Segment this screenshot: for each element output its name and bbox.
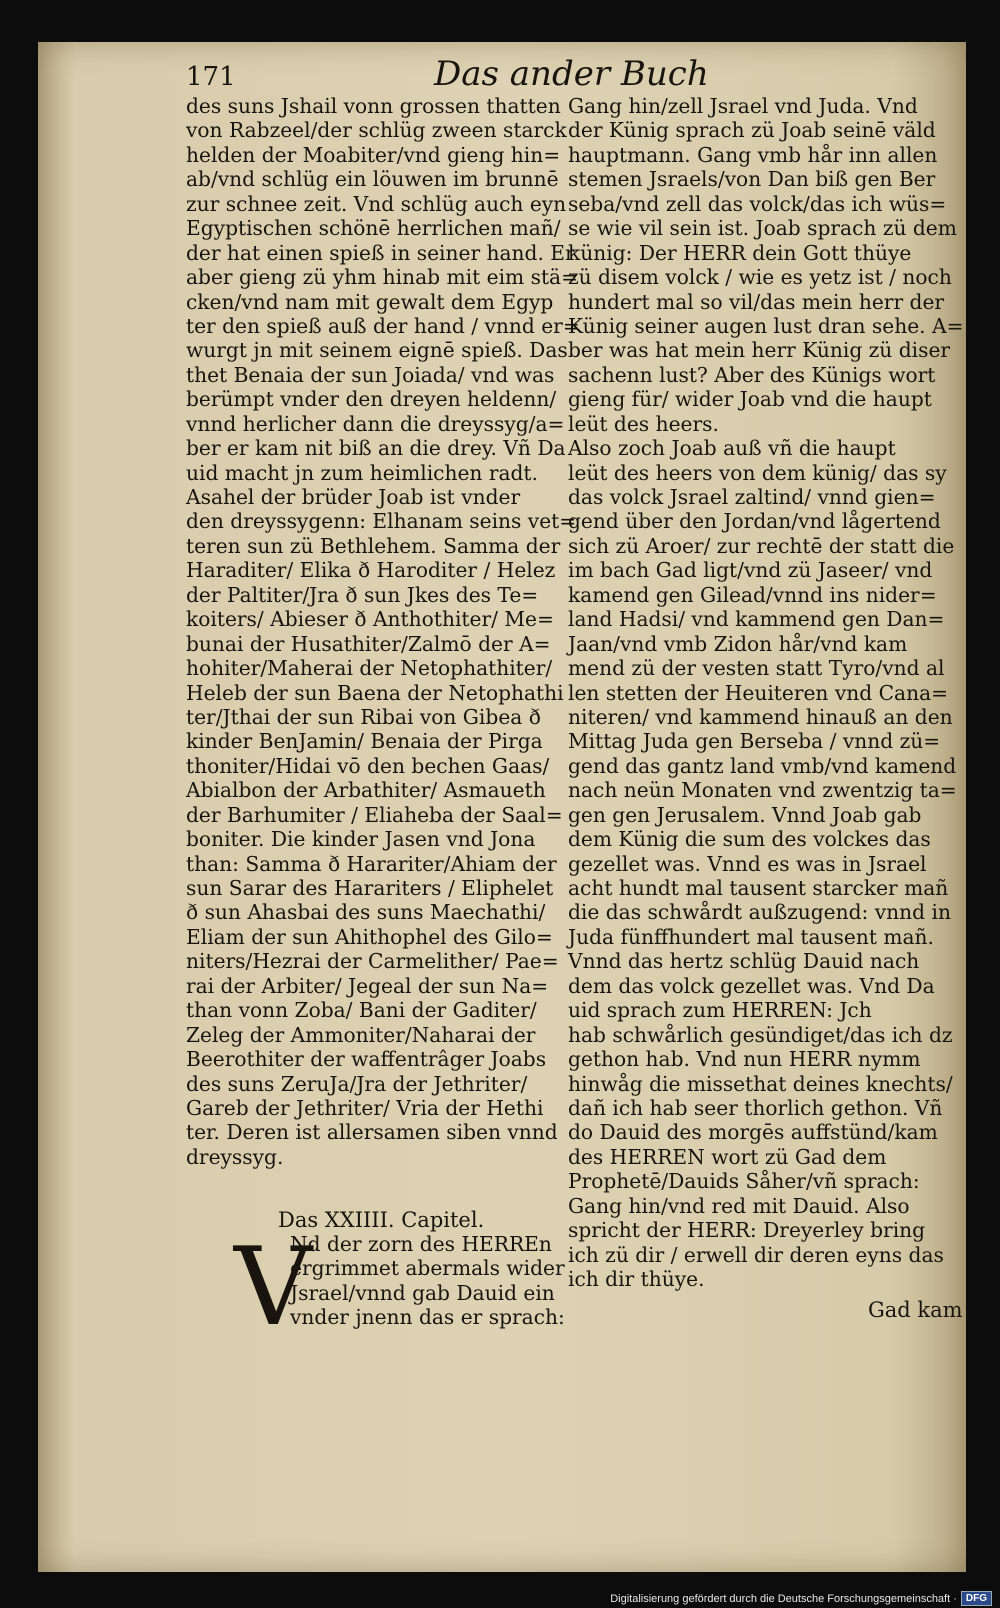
text-line: hauptmann. Gang vmb hår inn allen xyxy=(568,142,938,167)
text-line: Abialbon der Arbathiter/ Asmaueth xyxy=(186,778,546,803)
text-line: der Barhumiter / Eliaheba der Saal= xyxy=(186,802,563,827)
text-line: das volck Jsrael zaltind/ vnnd gien= xyxy=(568,485,936,509)
text-line: aber gieng zü yhm hinab mit eim stä= xyxy=(186,265,579,290)
text-line: ich dir thüye. xyxy=(568,1267,705,1291)
text-line: Nd der zorn des HERREn xyxy=(290,1232,552,1256)
text-line: ter. Deren ist allersamen siben vnnd xyxy=(186,1120,558,1145)
text-line: den dreyssygenn: Elhanam seins vet= xyxy=(186,509,577,534)
running-head-title: Das ander Buch xyxy=(434,54,709,94)
text-line: Prophetē/Dauids Såher/vñ sprach: xyxy=(568,1169,920,1194)
digitization-credit xyxy=(610,1591,992,1606)
text-line: dañ ich hab seer thorlich gethon. Vñ xyxy=(568,1095,943,1120)
text-line: sich zü Aroer/ zur rechtē der statt die xyxy=(568,533,955,558)
text-line: sun Sarar des Harariters / Eliphelet xyxy=(186,876,554,900)
text-line: hundert mal so vil/das mein herr der xyxy=(568,289,945,314)
credit-text: Digitalisierung gefördert durch die Deutsche Forschungsgemeinschaft · xyxy=(610,1592,957,1605)
text-line: gethon hab. Vnd nun HERR nymm xyxy=(568,1047,921,1072)
text-line: gend über den Jordan/vnd lågertend xyxy=(568,509,941,534)
text-line: rai der Arbiter/ Jegeal der sun Na= xyxy=(186,973,549,998)
text-line: gieng für/ wider Joab vnd die haupt xyxy=(568,387,932,412)
catchword: Gad kam xyxy=(868,1298,963,1322)
text-line: cken/vnd nam mit gewalt dem Egyp xyxy=(186,289,554,314)
text-line: seba/vnd zell das volck/das ich wüs= xyxy=(568,191,947,216)
text-line: hab schwårlich gesündiget/das ich dz xyxy=(568,1022,953,1047)
text-line: Mittag Juda gen Berseba / vnnd zü= xyxy=(568,729,941,754)
text-line: Vnnd das hertz schlüg Dauid nach xyxy=(568,949,920,974)
text-line: Eliam der sun Ahithophel des Gilo= xyxy=(186,924,553,949)
text-line: Künig seiner augen lust dran sehe. A= xyxy=(568,313,964,338)
text-line: zur schnee zeit. Vnd schlüg auch eyn xyxy=(186,191,567,216)
text-line: Beerothiter der waffentrâger Joabs xyxy=(186,1047,547,1072)
text-line: thoniter/Hidai vō den bechen Gaas/ xyxy=(186,753,550,778)
text-line: kinder BenJamin/ Benaia der Pirga xyxy=(186,729,543,754)
text-line: kamend gen Gilead/vnnd ins nider= xyxy=(568,582,937,607)
text-line: Egyptischen schönē herrlichen mañ/ xyxy=(186,216,561,241)
text-line: Also zoch Joab auß vñ die haupt xyxy=(568,436,896,461)
text-line: des suns ZeruJa/Jra der Jethriter/ xyxy=(186,1071,528,1096)
text-line: Gareb der Jethriter/ Vria der Hethi xyxy=(186,1095,544,1120)
text-line: niteren/ vnd kammend hinauß an den xyxy=(568,704,953,729)
text-line: spricht der HERR: Dreyerley bring xyxy=(568,1218,926,1243)
text-line: hohiter/Maherai der Netophathiter/ xyxy=(186,656,553,681)
book-page xyxy=(38,42,966,1572)
text-line: ergrimmet abermals wider xyxy=(290,1256,565,1281)
text-line: zü disem volck / wie es yetz ist / noch xyxy=(568,265,952,290)
text-line: der Paltiter/Jra ð sun Jkes des Te= xyxy=(186,582,539,607)
text-line: nach neün Monaten vnd zwentzig ta= xyxy=(568,778,957,803)
text-line: ich zü dir / erwell dir deren eyns das xyxy=(568,1242,944,1267)
text-line: than: Samma ð Harariter/Ahiam der xyxy=(186,851,557,876)
chapter-opening-text xyxy=(290,1232,565,1330)
text-line: dreyssyg. xyxy=(186,1144,284,1169)
right-text-column xyxy=(568,94,968,1291)
text-line: ber was hat mein herr Künig zü diser xyxy=(568,338,951,363)
text-line: ð sun Ahasbai des suns Maechathi/ xyxy=(186,900,546,925)
text-line: im bach Gad ligt/vnd zü Jaseer/ vnd xyxy=(568,558,933,583)
text-line: der Künig sprach zü Joab seinē väld xyxy=(568,118,936,143)
text-line: mend zü der vesten statt Tyro/vnd al xyxy=(568,656,945,681)
text-line: Jsrael/vnnd gab Dauid ein xyxy=(290,1280,555,1305)
text-line: gen gen Jerusalem. Vnnd Joab gab xyxy=(568,802,922,827)
text-line: vnnd herlicher dann die dreyssyg/a= xyxy=(186,411,565,436)
text-line: gend das gantz land vmb/vnd kamend xyxy=(568,753,957,778)
text-line: Gang hin/vnd red mit Dauid. Also xyxy=(568,1193,910,1218)
text-line: ter/Jthai der sun Ribai von Gibea ð xyxy=(186,704,541,729)
left-text-column xyxy=(186,94,586,1169)
text-line: uid macht jn zum heimlichen radt. xyxy=(186,460,538,485)
text-line: dem das volck gezellet was. Vnd Da xyxy=(568,973,935,998)
text-line: acht hundt mal tausent starcker mañ xyxy=(568,876,949,900)
text-line: ter den spieß auß der hand / vnnd er= xyxy=(186,313,580,338)
text-line: bunai der Husathiter/Zalmō der A= xyxy=(186,631,551,656)
text-line: gezellet was. Vnnd es was in Jsrael xyxy=(568,851,927,876)
page-number: 171 xyxy=(186,62,236,92)
text-line: leüt des heers. xyxy=(568,411,719,436)
text-line: Juda fünffhundert mal tausent mañ. xyxy=(568,924,934,949)
text-line: uid sprach zum HERREN: Jch xyxy=(568,998,872,1023)
text-line: Jaan/vnd vmb Zidon hår/vnd kam xyxy=(568,631,908,656)
text-line: berümpt vnder den dreyen heldenn/ xyxy=(186,387,557,412)
text-line: die das schwårdt außzugend: vnnd in xyxy=(568,900,951,925)
text-line: Zeleg der Ammoniter/Naharai der xyxy=(186,1022,536,1047)
text-line: von Rabzeel/der schlüg zween starck xyxy=(186,118,567,143)
text-line: Haraditer/ Elika ð Haroditer / Helez xyxy=(186,558,556,583)
text-line: vnder jnenn das er sprach: xyxy=(290,1305,565,1330)
text-line: des HERREN wort zü Gad dem xyxy=(568,1144,887,1169)
text-line: künig: Der HERR dein Gott thüye xyxy=(568,240,912,265)
text-line: teren sun zü Bethlehem. Samma der xyxy=(186,533,561,558)
text-line: helden der Moabiter/vnd gieng hin= xyxy=(186,142,561,167)
text-line: der hat einen spieß in seiner hand. Er xyxy=(186,240,575,265)
text-line: boniter. Die kinder Jasen vnd Jona xyxy=(186,827,536,852)
text-line: Gang hin/zell Jsrael vnd Juda. Vnd xyxy=(568,94,918,118)
text-line: niters/Hezrai der Carmelither/ Pae= xyxy=(186,949,559,974)
text-line: des suns Jshail vonn grossen thatten xyxy=(186,94,561,118)
running-head xyxy=(38,54,966,94)
text-line: sachenn lust? Aber des Künigs wort xyxy=(568,362,936,387)
text-line: thet Benaia der sun Joiada/ vnd was xyxy=(186,362,555,387)
text-line: leüt des heers von dem künig/ das sy xyxy=(568,460,947,485)
dropcap-initial: V xyxy=(234,1225,312,1350)
text-line: ber er kam nit biß an die drey. Vñ Da xyxy=(186,436,566,461)
text-line: land Hadsi/ vnd kammend gen Dan= xyxy=(568,607,945,632)
text-line: len stetten der Heuiteren vnd Cana= xyxy=(568,680,949,705)
chapter-heading: Das XXIIII. Capitel. xyxy=(278,1208,485,1232)
dfg-logo: DFG xyxy=(961,1591,992,1606)
text-line: stemen Jsraels/von Dan biß gen Ber xyxy=(568,167,936,192)
text-line: hinwåg die missethat deines knechts/ xyxy=(568,1071,953,1096)
text-line: ab/vnd schlüg ein löuwen im brunnē xyxy=(186,167,559,192)
text-line: koiters/ Abieser ð Anthothiter/ Me= xyxy=(186,607,554,632)
text-line: Heleb der sun Baena der Netophathi xyxy=(186,680,564,705)
text-line: than vonn Zoba/ Bani der Gaditer/ xyxy=(186,998,537,1023)
text-line: do Dauid des morgēs auffstünd/kam xyxy=(568,1120,938,1145)
text-line: Asahel der brüder Joab ist vnder xyxy=(186,485,521,509)
text-line: wurgt jn mit seinem eignē spieß. Das xyxy=(186,338,568,363)
text-line: se wie vil sein ist. Joab sprach zü dem xyxy=(568,216,957,241)
text-line: dem Künig die sum des volckes das xyxy=(568,827,931,852)
